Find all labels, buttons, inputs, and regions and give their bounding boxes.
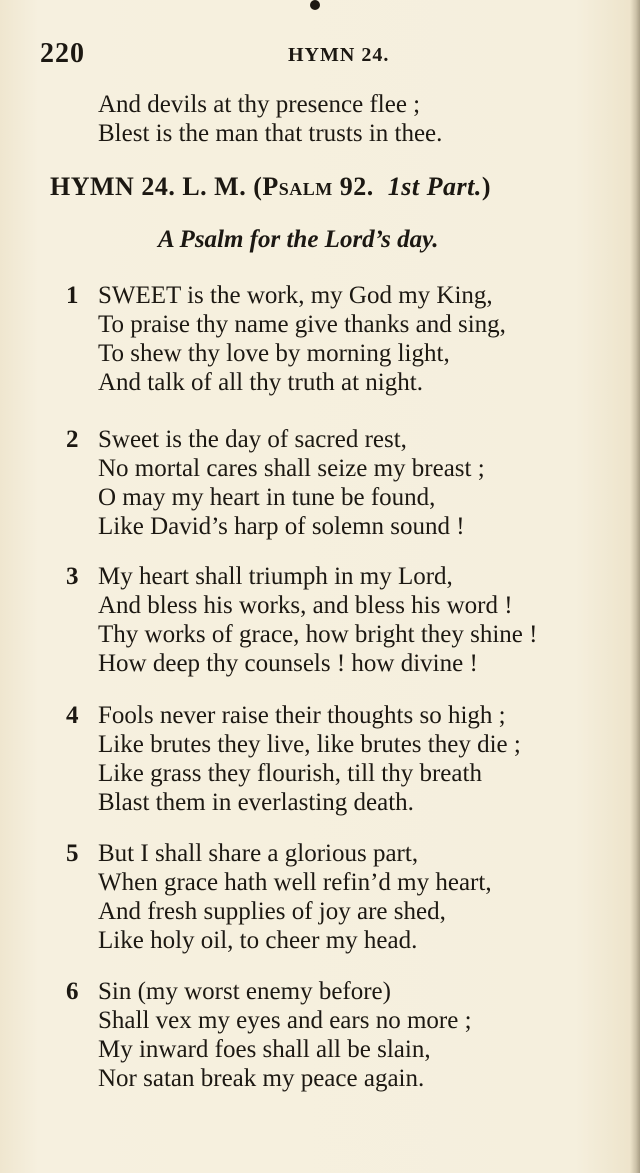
stanza-number: 5 (66, 840, 79, 867)
verse-line: Sweet is the day of sacred rest, (98, 426, 407, 453)
hymn-title-psalm: Psalm 92. (262, 172, 374, 201)
verse-line: My inward foes shall all be slain, (98, 1036, 431, 1063)
verse-line: My heart shall triumph in my Lord, (98, 563, 453, 590)
verse-line: And bless his works, and bless his word ! (98, 592, 513, 619)
verse-line: When grace hath well refin’d my heart, (98, 869, 492, 896)
verse-line: Like David’s harp of solemn sound ! (98, 513, 465, 540)
verse-line: Nor satan break my peace again. (98, 1065, 425, 1092)
verse-line: Thy works of grace, how bright they shine ! (98, 621, 538, 648)
stanza-number: 3 (66, 563, 79, 590)
continuation-line: Blest is the man that trusts in thee. (98, 120, 443, 147)
verse-line: No mortal cares shall seize my breast ; (98, 455, 485, 482)
hymn-subtitle: A Psalm for the Lord’s day. (158, 226, 439, 253)
page-edge (630, 0, 640, 1173)
page-header (40, 38, 600, 78)
stanza-number: 6 (66, 978, 79, 1005)
continuation-line: And devils at thy presence flee ; (98, 91, 421, 118)
verse-line: O may my heart in tune be found, (98, 484, 436, 511)
verse-line: Shall vex my eyes and ears no more ; (98, 1007, 472, 1034)
verse-line: Like grass they flourish, till thy breath (98, 760, 482, 787)
verse-line: To shew thy love by morning light, (98, 340, 450, 367)
verse-line: But I shall share a glorious part, (98, 840, 419, 867)
verse-line: SWEET is the work, my God my King, (98, 282, 493, 309)
verse-line: Sin (my worst enemy before) (98, 978, 391, 1005)
verse-line: And fresh supplies of joy are shed, (98, 898, 446, 925)
hymn-title-part: 1st Part. (387, 172, 482, 201)
verse-line: And talk of all thy truth at night. (98, 369, 423, 396)
verse-line: Like holy oil, to cheer my head. (98, 927, 418, 954)
stanza-number: 4 (66, 702, 79, 729)
ink-mark (310, 0, 320, 10)
verse-line: How deep thy counsels ! how divine ! (98, 650, 478, 677)
hymn-title-main: HYMN 24. L. M. ( (50, 172, 263, 201)
page-number: 220 (40, 38, 85, 69)
hymn-title-close: ) (481, 172, 491, 201)
running-head: HYMN 24. (288, 44, 390, 66)
hymn-title (50, 172, 491, 202)
verse-line: To praise thy name give thanks and sing, (98, 311, 506, 338)
stanza-number: 2 (66, 426, 79, 453)
stanza-number: 1 (66, 282, 79, 309)
verse-line: Fools never raise their thoughts so high ; (98, 702, 506, 729)
verse-line: Like brutes they live, like brutes they die ; (98, 731, 521, 758)
verse-line: Blast them in everlasting death. (98, 789, 414, 816)
